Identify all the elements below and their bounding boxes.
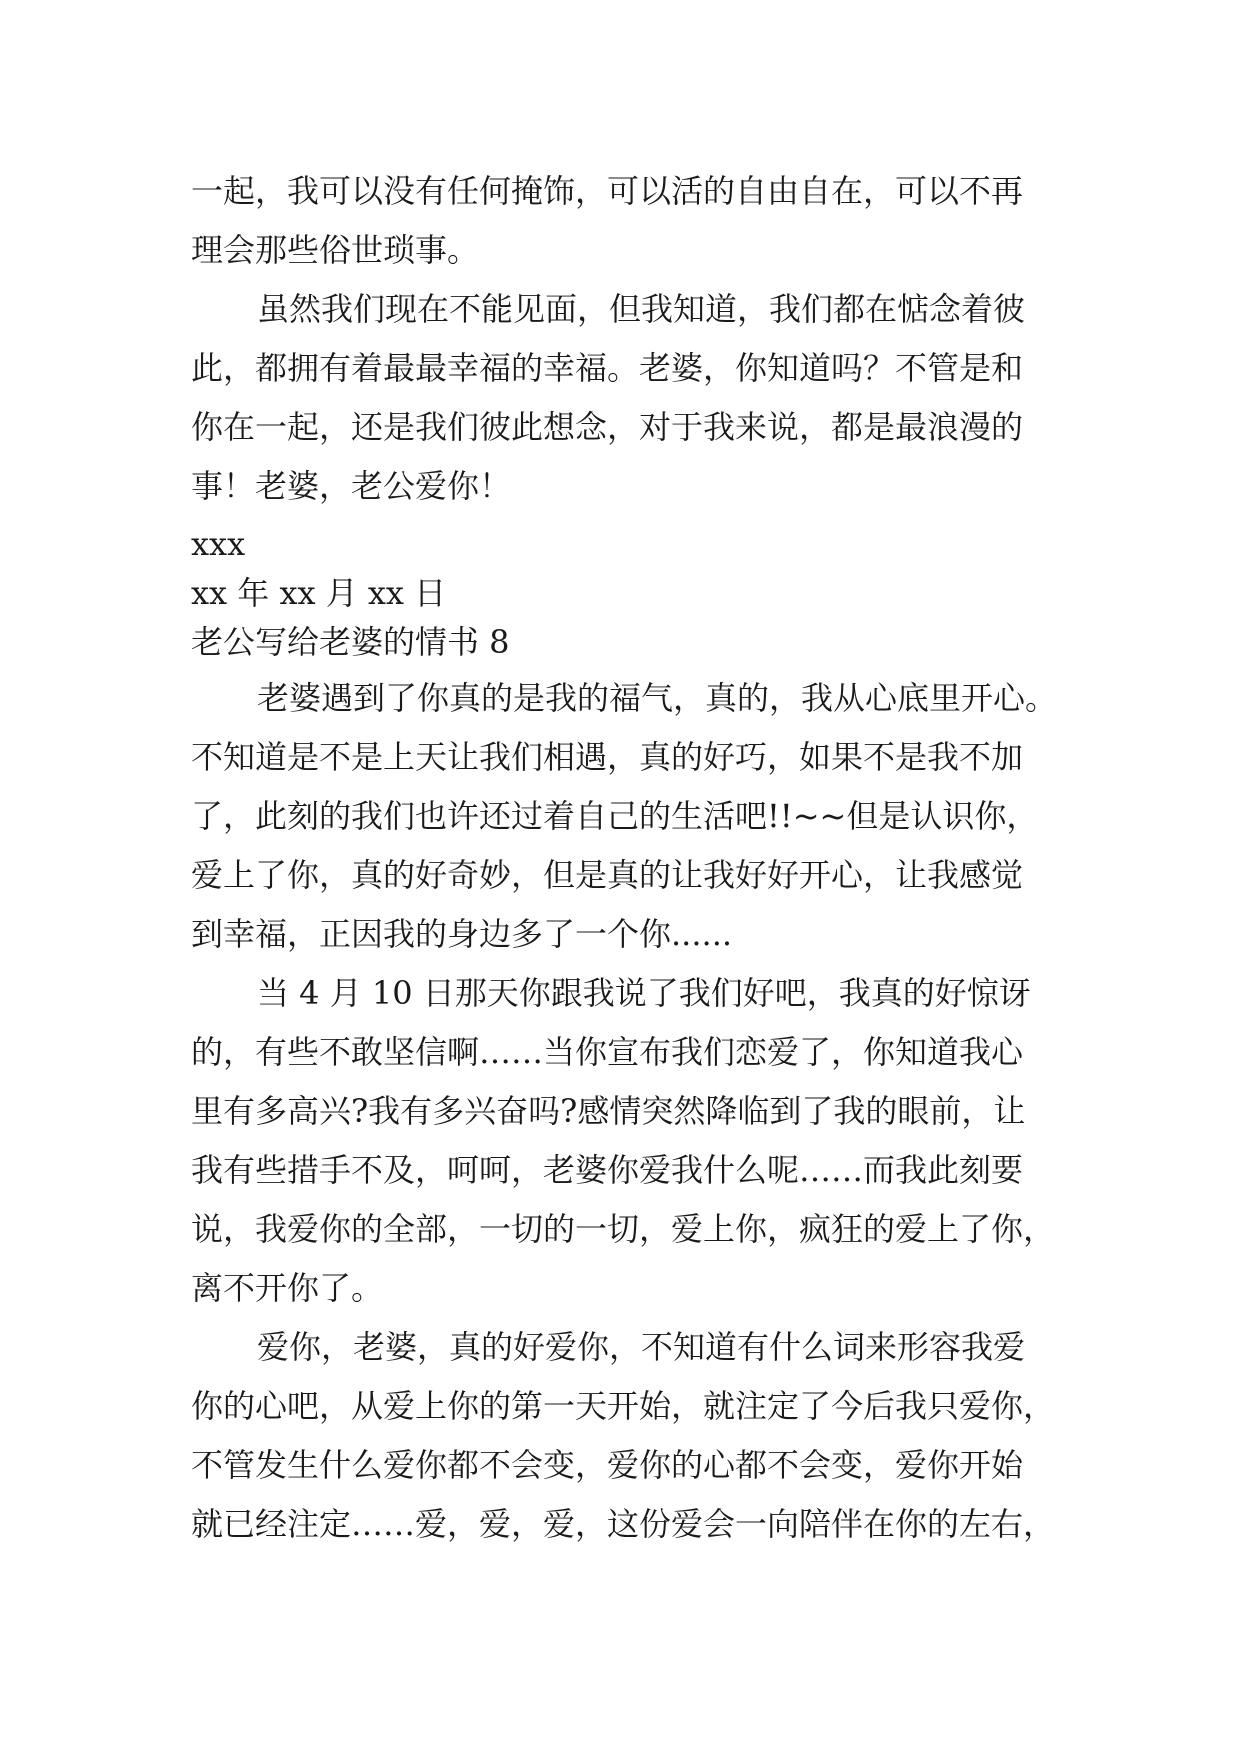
text-line: 离不开你了。 <box>191 1269 384 1307</box>
signature-date: xx 年 xx 月 xx 日 <box>191 574 447 612</box>
text-line: 爱你，老婆，真的好爱你，不知道有什么词来形容我爱 <box>257 1328 1026 1366</box>
text-line: 的，有些不敢坚信啊……当你宣布我们恋爱了，你知道我心 <box>191 1033 1024 1071</box>
text-line: 里有多高兴?我有多兴奋吗?感情突然降临到了我的眼前，让 <box>191 1092 1026 1130</box>
text-line: 理会那些俗世琐事。 <box>191 231 480 269</box>
text-line: 爱上了你，真的好奇妙，但是真的让我好好开心，让我感觉 <box>191 856 1024 894</box>
section-title: 老公写给老婆的情书 8 <box>191 623 510 661</box>
text-line: 老婆遇到了你真的是我的福气，真的，我从心底里开心。 <box>257 679 1058 717</box>
text-line: 你在一起，还是我们彼此想念，对于我来说，都是最浪漫的 <box>191 408 1024 446</box>
text-line: 一起，我可以没有任何掩饰，可以活的自由自在，可以不再 <box>191 172 1024 210</box>
text-line: 你的心吧，从爱上你的第一天开始，就注定了今后我只爱你， <box>191 1387 1056 1425</box>
paragraph <box>191 162 1053 280</box>
paragraph <box>191 964 1056 1318</box>
text-line: 了，此刻的我们也许还过着自己的生活吧!!~~但是认识你， <box>191 797 1039 835</box>
document-body <box>191 162 1058 1554</box>
signature-name: xxx <box>191 525 246 563</box>
text-line: 不知道是不是上天让我们相遇，真的好巧，如果不是我不加 <box>191 738 1024 776</box>
text-line: 事！老婆，老公爱你！ <box>191 467 512 505</box>
text-line: 我有些措手不及，呵呵，老婆你爱我什么呢……而我此刻要 <box>191 1151 1024 1189</box>
text-line: 不管发生什么爱你都不会变，爱你的心都不会变，爱你开始 <box>191 1446 1024 1484</box>
text-line: 就已经注定……爱，爱，爱，这份爱会一向陪伴在你的左右， <box>191 1505 1056 1543</box>
text-line: 当 4 月 10 日那天你跟我说了我们好吧，我真的好惊讶 <box>257 974 1031 1012</box>
text-line: 到幸福，正因我的身边多了一个你...... <box>191 915 733 953</box>
text-line: 此，都拥有着最最幸福的幸福。老婆，你知道吗？不管是和 <box>191 349 1024 387</box>
text-line: 说，我爱你的全部，一切的一切，爱上你，疯狂的爱上了你， <box>191 1210 1056 1248</box>
text-line: 虽然我们现在不能见面，但我知道，我们都在惦念着彼 <box>257 290 1026 328</box>
paragraph <box>191 280 1053 516</box>
paragraph <box>191 669 1058 964</box>
paragraph <box>191 1318 1056 1554</box>
